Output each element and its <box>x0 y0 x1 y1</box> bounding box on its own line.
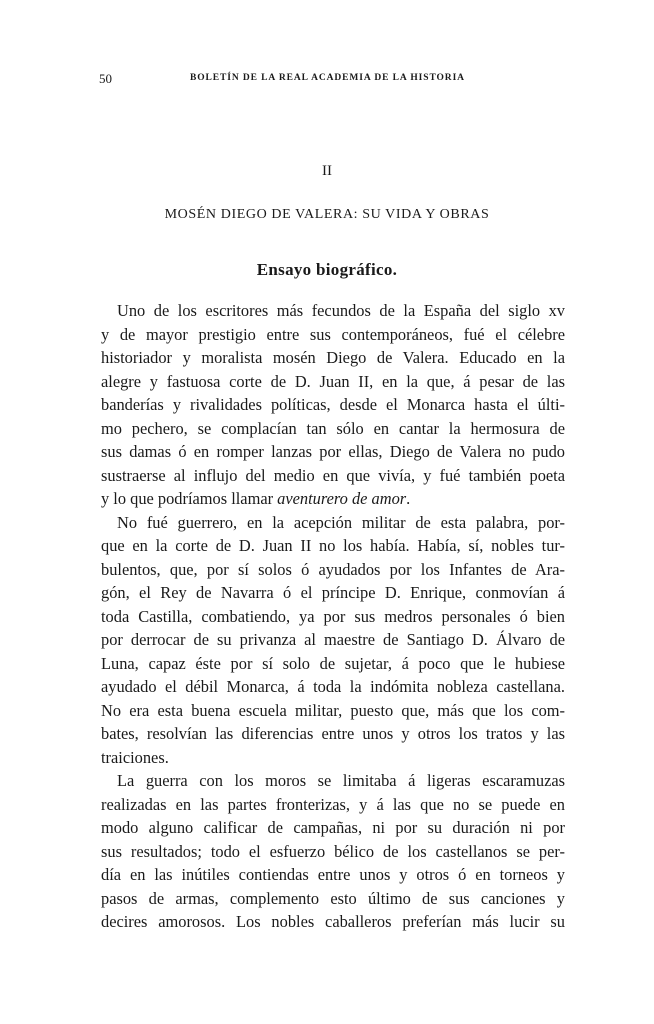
body-text <box>101 299 565 934</box>
text-line: bulentos, que, por sí solos ó ayudados por los Infantes de Ara- <box>101 559 565 579</box>
text-line: por derrocar de su privanza al maestre de Santiago D. Álvaro de <box>101 630 565 649</box>
journal-title: BOLETÍN DE LA REAL ACADEMIA DE LA HISTORIA <box>190 73 465 83</box>
text-line: historiador y moralista mosén Diego de Valera. Educado en la <box>101 348 565 367</box>
text-line: modo alguno calificar de campañas, ni por su duración ni por <box>101 818 565 837</box>
text-line: día en las inútiles contiendas entre unos y otros ó en torneos y <box>101 865 565 884</box>
text-line: traiciones. <box>101 747 169 767</box>
text-line: No fué guerrero, en la acepción militar de esta palabra, por- <box>117 512 565 532</box>
text-line: No era esta buena escuela militar, puesto que, más que los com- <box>101 700 565 720</box>
text-line: Luna, capaz éste por sí solo de sujetar, á poco que le hubiese <box>101 653 565 673</box>
text-line: La guerra con los moros se limitaba á ligeras escaramuzas <box>117 771 565 790</box>
text-line: y de mayor prestigio entre sus contemporáneos, fué el célebre <box>101 324 565 344</box>
article-subtitle: Ensayo biográfico. <box>256 260 398 279</box>
text-line: alegre y fastuosa corte de D. Juan II, en la que, á pesar de las <box>101 371 565 391</box>
text-line: sus resultados; todo el esfuerzo bélico de los castellanos se per- <box>101 841 565 861</box>
text-line: ayudado el débil Monarca, á toda la indómita nobleza castellana. <box>101 677 565 696</box>
text-line: decires amorosos. Los nobles caballeros preferían más lucir su <box>101 912 565 931</box>
page-number: 50 <box>99 71 112 86</box>
text-line: realizadas en las partes fronterizas, y á las que no se puede en <box>101 794 565 814</box>
text-line: que en la corte de D. Juan II no los había. Había, sí, nobles tur- <box>101 536 565 555</box>
text-line: gón, el Rey de Navarra ó el príncipe D. Enrique, conmovían á <box>101 583 565 602</box>
text-line: sustraerse al influjo del medio en que vivía, y fué también poeta <box>101 465 565 485</box>
italic-phrase: aventurero de amor <box>277 489 407 508</box>
running-head <box>0 71 654 87</box>
text-line: Uno de los escritores más fecundos de la España del siglo xv <box>117 301 565 320</box>
text-line: banderías y rivalidades políticas, desde el Monarca hasta el últi- <box>101 395 565 414</box>
text-line: bates, resolvían las diferencias entre unos y otros los tratos y las <box>101 724 565 743</box>
text-line: sus damas ó en romper lanzas por ellas, Diego de Valera no pudo <box>101 442 565 461</box>
text-line: mo pechero, se complacían tan sólo en cantar la hermosura de <box>101 418 565 438</box>
text-line: pasos de armas, complemento esto último de sus canciones y <box>101 888 565 908</box>
text-line: y lo que podríamos llamar aventurero de amor. <box>101 489 411 508</box>
text-line: toda Castilla, combatiendo, ya por sus medros personales ó bien <box>101 606 565 626</box>
article-title: MOSÉN DIEGO DE VALERA: SU VIDA Y OBRAS <box>164 207 490 222</box>
section-number: II <box>322 163 332 179</box>
